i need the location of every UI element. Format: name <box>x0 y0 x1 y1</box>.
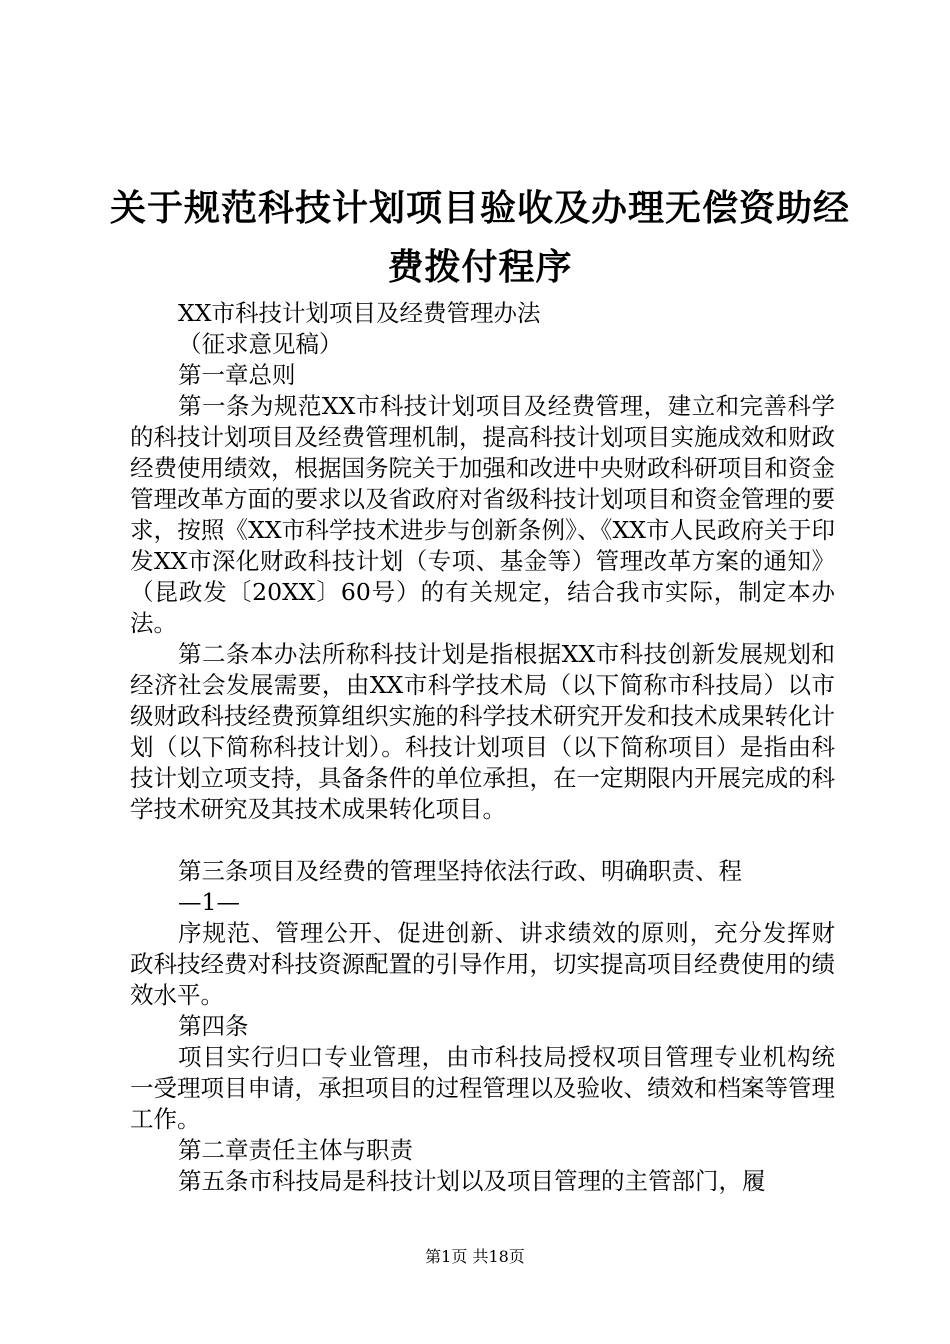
document-title-line-2: 费拨付程序 <box>387 247 573 288</box>
page-footer: 第1页 共18页 <box>425 1247 525 1266</box>
article-5-start: 第五条市科技局是科技计划以及项目管理的主管部门，履 <box>178 1167 766 1195</box>
article-1: 第一条为规范XX市科技计划项目及经费管理，建立和完善科学的科技计划项目及经费管理机制，提高科技计划项目实施成效和财政经费使用绩效，根据国务院关于加强和改进中央财政科研项目和资金管理改革方面的要求以及省政府对省级科技计划项目和资金管理的要求，按照《XX市科学技术进步与创新条例》、《XX市人民政府关于印发XX市深化财政科技计划（专项、基金等）管理改革方案的通知》（昆政发〔20XX〕60号）的有关规定，结合我市实际，制定本办法。 <box>130 392 835 637</box>
article-4-heading: 第四条 <box>178 1012 249 1040</box>
inline-page-number: —1— <box>178 888 240 916</box>
article-3-start: 第三条项目及经费的管理坚持依法行政、明确职责、程 <box>178 857 742 885</box>
document-body <box>130 298 835 1197</box>
article-4-body: 项目实行归口专业管理，由市科技局授权项目管理专业机构统一受理项目申请，承担项目的过程管理以及验收、绩效和档案等管理工作。 <box>130 1043 835 1133</box>
chapter-2-heading: 第二章责任主体与职责 <box>178 1136 413 1164</box>
article-3-continued: 序规范、管理公开、促进创新、讲求绩效的原则，充分发挥财政科技经费对科技资源配置的引导作用，切实提高项目经费使用的绩效水平。 <box>130 919 835 1009</box>
draft-note: （征求意见稿） <box>178 330 343 358</box>
article-2: 第二条本办法所称科技计划是指根据XX市科技创新发展规划和经济社会发展需要，由XX市科学技术局（以下简称市科技局）以市级财政科技经费预算组织实施的科学技术研究开发和技术成果转化计划（以下简称科技计划）。科技计划项目（以下简称项目）是指由科技计划立项支持，具备条件的单位承担，在一定期限内开展完成的科学技术研究及其技术成果转化项目。 <box>130 640 835 823</box>
chapter-1-heading: 第一章总则 <box>178 361 296 389</box>
document-title-line-1: 关于规范科技计划项目验收及办理无偿资助经 <box>110 188 851 229</box>
measures-title: XX市科技计划项目及经费管理办法 <box>178 299 541 327</box>
